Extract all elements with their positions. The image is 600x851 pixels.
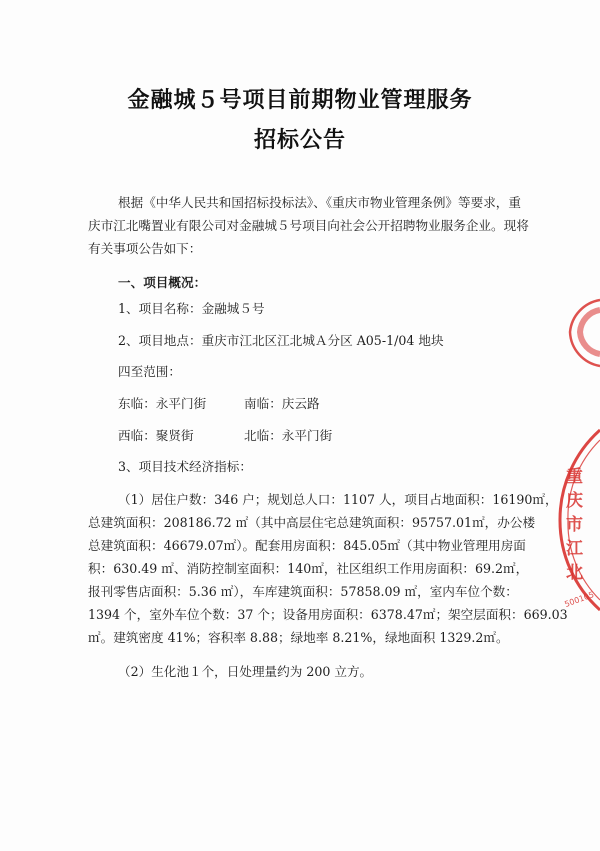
company-seal bbox=[556, 280, 600, 630]
indicator-line-5: 报刊零售店面积：5.36 ㎡），车库建筑面积：57858.09 ㎡，室内车位个数： bbox=[88, 584, 518, 599]
section-1-heading: 一、项目概况： bbox=[118, 275, 207, 290]
indicator-line-1: （1）居住户数：346 户；规划总人口：1107 人，项目占地面积：16190㎡， bbox=[118, 492, 558, 507]
intro-line-2: 庆市江北嘴置业有限公司对金融城５号项目向社会公开招聘物业服务企业。现将 bbox=[88, 218, 529, 233]
boundary-south: 南临：庆云路 bbox=[244, 396, 320, 411]
indicator-line-6: 1394 个，室外车位个数：37 个；设备用房面积：6378.47㎡；架空层面积：669.03 bbox=[88, 607, 568, 622]
indicator-line-2: 总建筑面积：208186.72 ㎡（其中高层住宅总建筑面积：95757.01㎡，办公楼 bbox=[88, 515, 536, 530]
tech-indicators-heading: 3、项目技术经济指标： bbox=[118, 459, 252, 474]
boundary-heading: 四至范围： bbox=[118, 364, 181, 379]
document-title-line-1: 金融城５号项目前期物业管理服务 bbox=[127, 87, 473, 113]
septic-tank-line: （2）生化池１个，日处理量约为 200 立方。 bbox=[118, 664, 373, 679]
boundary-north: 北临：永平门街 bbox=[244, 428, 333, 443]
document-title-line-2: 招标公告 bbox=[253, 127, 346, 153]
intro-line-1: 根据《中华人民共和国招标投标法》、《重庆市物业管理条例》等要求，重 bbox=[118, 195, 521, 210]
project-location: 2、项目地点：重庆市江北区江北城Ａ分区 A05-1/04 地块 bbox=[118, 333, 444, 348]
intro-line-3: 有关事项公告如下： bbox=[88, 241, 202, 256]
indicator-line-4: 积：630.49 ㎡、消防控制室面积：140㎡，社区组织工作用房面积：69.2㎡， bbox=[88, 561, 529, 576]
project-name: 1、项目名称：金融城５号 bbox=[118, 301, 265, 316]
boundary-west: 西临：聚贤街 bbox=[118, 428, 194, 443]
seal-text: 重庆市江北 bbox=[566, 467, 583, 583]
indicator-line-7: ㎡。建筑密度 41%；容积率 8.88；绿地率 8.21%，绿地面积 1329.2㎡。 bbox=[88, 630, 509, 645]
indicator-line-3: 总建筑面积：46679.07㎡）。配套用房面积：845.05㎡（其中物业管理用房面 bbox=[88, 538, 526, 553]
seal-number: 500105 bbox=[563, 590, 596, 609]
boundary-east: 东临：永平门街 bbox=[118, 396, 207, 411]
